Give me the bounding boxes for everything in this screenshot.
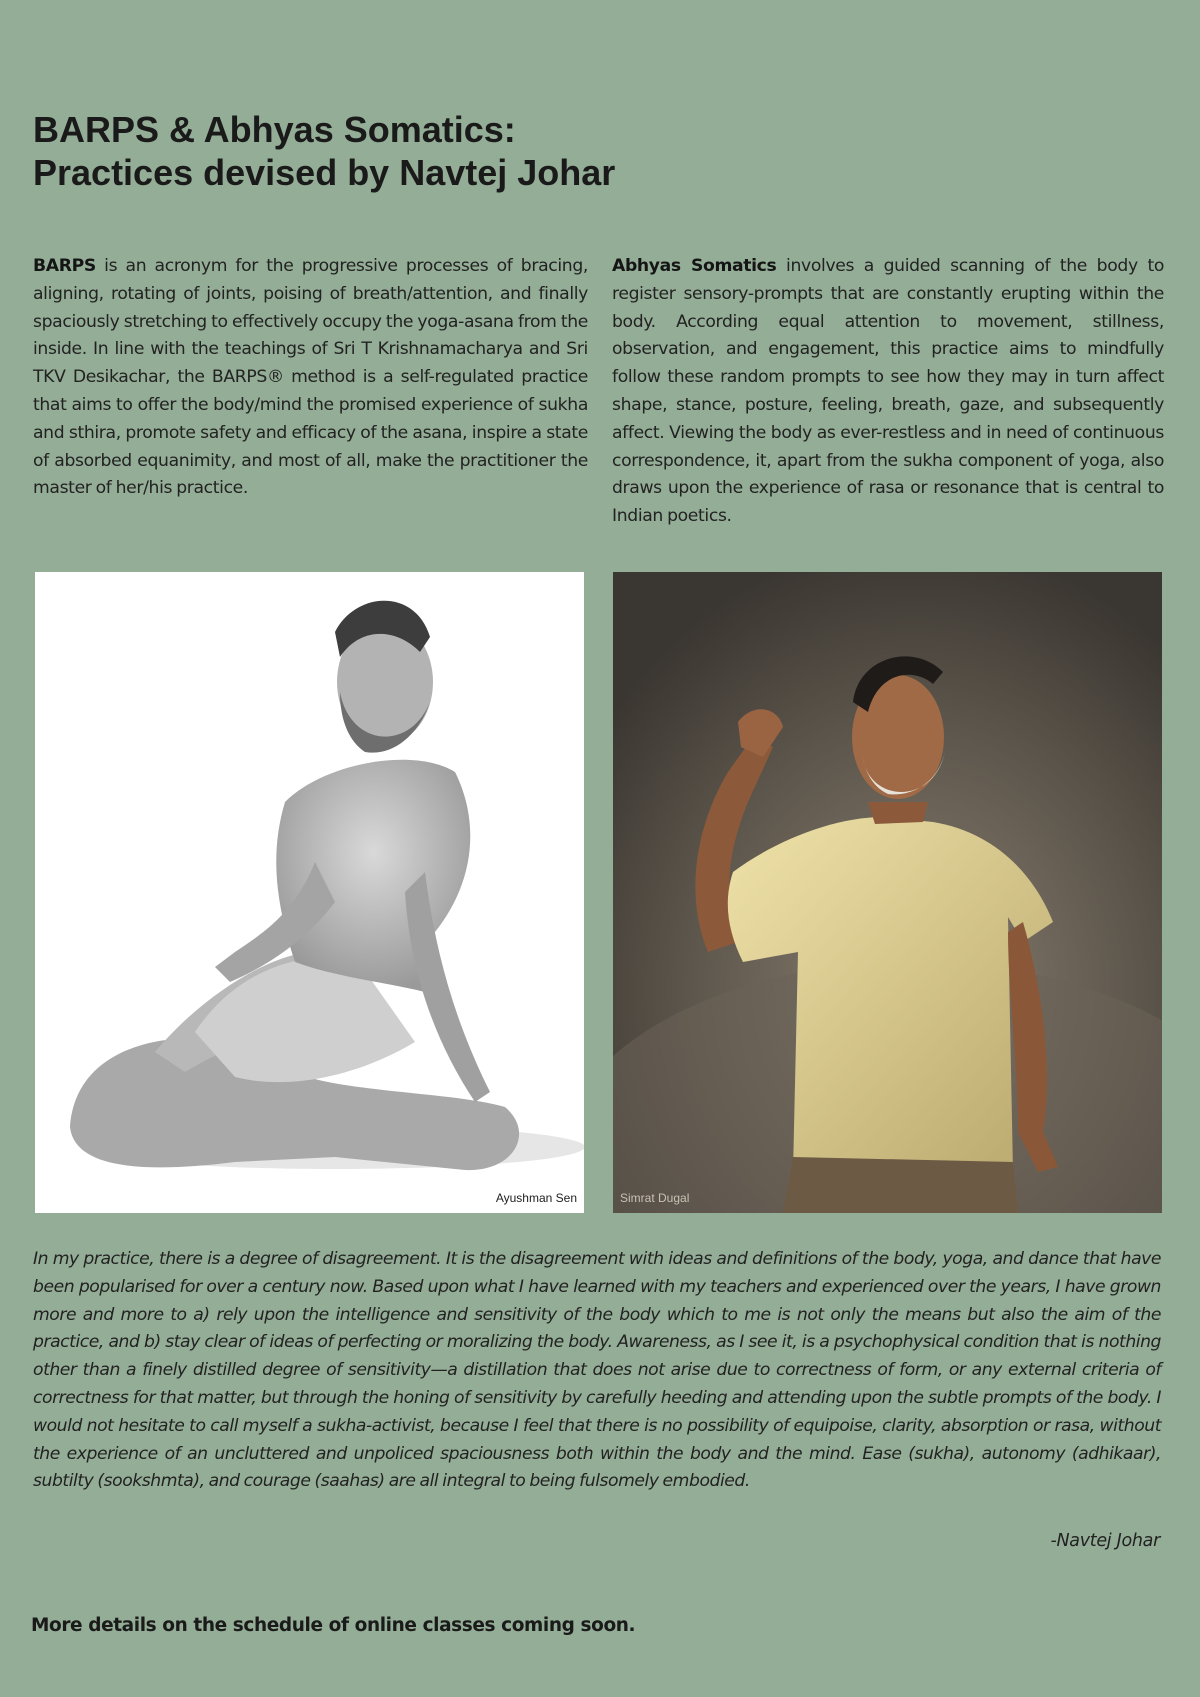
photo-credit-right: Simrat Dugal [620, 1191, 690, 1205]
title-line-2: Practices devised by Navtej Johar [33, 152, 616, 193]
title-line-1: BARPS & Abhyas Somatics: [33, 109, 516, 150]
abhyas-term: Abhyas Somatics [612, 256, 777, 276]
quote-attribution: -Navtej Johar [1050, 1531, 1160, 1551]
seated-figure-illustration [35, 572, 584, 1213]
practice-quote: In my practice, there is a degree of disagreement. It is the disagreement with ideas and definitions of the body, yoga, and dance that have been popularised for over a century now. Based upon what I have learned with my teachers and experienced over the years, I have grown more and more to a) rely upon the intelligence and sensitivity of the body which to me is not only the means but also the aim of the practice, and b) stay clear of ideas of perfecting or moralizing the body. Awareness, as I see it, is a psychophysical condition that is nothing other than a finely distilled degree of sensitivity—a distillation that does not arise due to correctness of form, or any external criteria of correctness for that matter, but through the honing of sensitivity by carefully heeding and attending upon the subtle prompts of the body. I would not hesitate to call myself a sukha-activist, because I feel that there is no possibility of equipoise, clarity, absorption or rasa, without the experience of an uncluttered and unpoliced spaciousness both within the body and the mind. Ease (sukha), autonomy (adhikaar), subtilty (sookshmta), and courage (saahas) are all integral to being fulsomely embodied. [33, 1249, 1161, 1492]
standing-pose-photo [613, 572, 1162, 1213]
seated-pose-photo [35, 572, 584, 1213]
schedule-note: More details on the schedule of online classes coming soon. [31, 1615, 636, 1636]
page-title [33, 108, 833, 194]
standing-figure-illustration [613, 572, 1162, 1213]
barps-description [33, 253, 588, 503]
barps-term: BARPS [33, 256, 96, 276]
abhyas-text: involves a guided scanning of the body to register sensory-prompts that are constantly erupting within the body. According equal attention to movement, stillness, observation, and engagement, this practice aims to mindfully follow these random prompts to see how they may in turn affect shape, stance, posture, feeling, breath, gaze, and subsequently affect. Viewing the body as ever-restless and in need of continuous correspondence, it, apart from the sukha component of yoga, also draws upon the experience of rasa or resonance that is central to Indian poetics. [612, 256, 1165, 527]
barps-text: is an acronym for the progressive processes of bracing, aligning, rotating of joints, poising of breath/attention, and finally spaciously stretching to effectively occupy the yoga-asana from the inside. In line with the teachings of Sri T Krishnamacharya and Sri TKV Desikachar, the BARPS® method is a self-regulated practice that aims to offer the body/mind the promised experience of sukha and sthira, promote safety and efficacy of the asana, inspire a state of absorbed equanimity, and most of all, make the practitioner the master of her/his practice. [33, 256, 588, 499]
abhyas-description [612, 253, 1164, 531]
photo-credit-left: Ayushman Sen [495, 1191, 577, 1205]
